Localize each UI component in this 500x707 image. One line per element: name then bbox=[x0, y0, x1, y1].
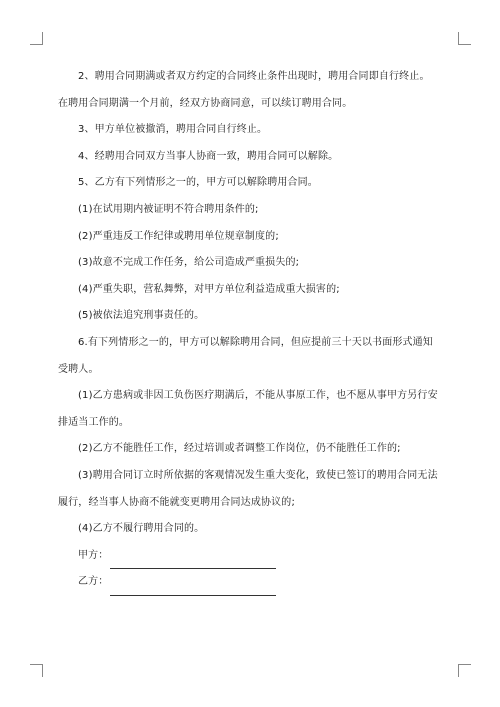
paragraph-line: (3)故意不完成工作任务，给公司造成严重损失的; bbox=[78, 257, 300, 269]
paragraph-line: (4)严重失职，营私舞弊，对甲方单位利益造成重大损害的; bbox=[78, 283, 340, 295]
paragraph-line: (3)聘用合同订立时所依据的客观情况发生重大变化，致使已签订的聘用合同无法 bbox=[78, 469, 438, 481]
signature-line bbox=[110, 579, 276, 596]
paragraph-line: (2)乙方不能胜任工作，经过培训或者调整工作岗位，仍不能胜任工作的; bbox=[78, 443, 401, 455]
paragraph-line: (1)在试用期内被证明不符合聘用条件的; bbox=[78, 203, 259, 215]
paragraph-line: 6.有下列情形之一的，甲方可以解除聘用合同，但应提前三十天以书面形式通知 bbox=[78, 336, 433, 348]
paragraph-line: (5)被依法追究刑事责任的。 bbox=[78, 310, 205, 322]
paragraph-line: 4、经聘用合同双方当事人协商一致，聘用合同可以解除。 bbox=[78, 150, 339, 162]
signature-party-b bbox=[58, 569, 450, 596]
signature-line bbox=[110, 552, 276, 569]
paragraph-line: (2)严重违反工作纪律或聘用单位规章制度的; bbox=[78, 230, 279, 242]
paragraph-line: 3、甲方单位被撤消，聘用合同自行终止。 bbox=[78, 124, 268, 136]
crop-mark-bottom-left bbox=[30, 664, 43, 677]
crop-mark-bottom-right bbox=[458, 664, 471, 677]
signature-party-a bbox=[58, 543, 450, 570]
paragraph-line: 受聘人。 bbox=[58, 363, 99, 375]
paragraph-line: (4)乙方不履行聘用合同的。 bbox=[78, 523, 205, 535]
paragraph-line: 在聘用合同期满一个月前，经双方协商同意，可以续订聘用合同。 bbox=[58, 97, 353, 109]
document-body bbox=[58, 64, 450, 596]
crop-mark-top-right bbox=[458, 32, 471, 45]
paragraph-line: 履行，经当事人协商不能就变更聘用合同达成协议的; bbox=[58, 496, 295, 508]
crop-mark-top-left bbox=[30, 32, 43, 45]
paragraph-line: 2、聘用合同期满或者双方约定的合同终止条件出现时，聘用合同即自行终止。 bbox=[78, 71, 430, 82]
paragraph-line: 5、乙方有下列情形之一的，甲方可以解除聘用合同。 bbox=[78, 177, 318, 189]
paragraph-line: (1)乙方患病或非因工负伤医疗期满后，不能从事原工作，也不愿从事甲方另行安 bbox=[78, 390, 438, 402]
signature-label: 乙方： bbox=[78, 576, 109, 588]
signature-label: 甲方： bbox=[78, 549, 109, 561]
paragraph-line: 排适当工作的。 bbox=[58, 416, 130, 428]
